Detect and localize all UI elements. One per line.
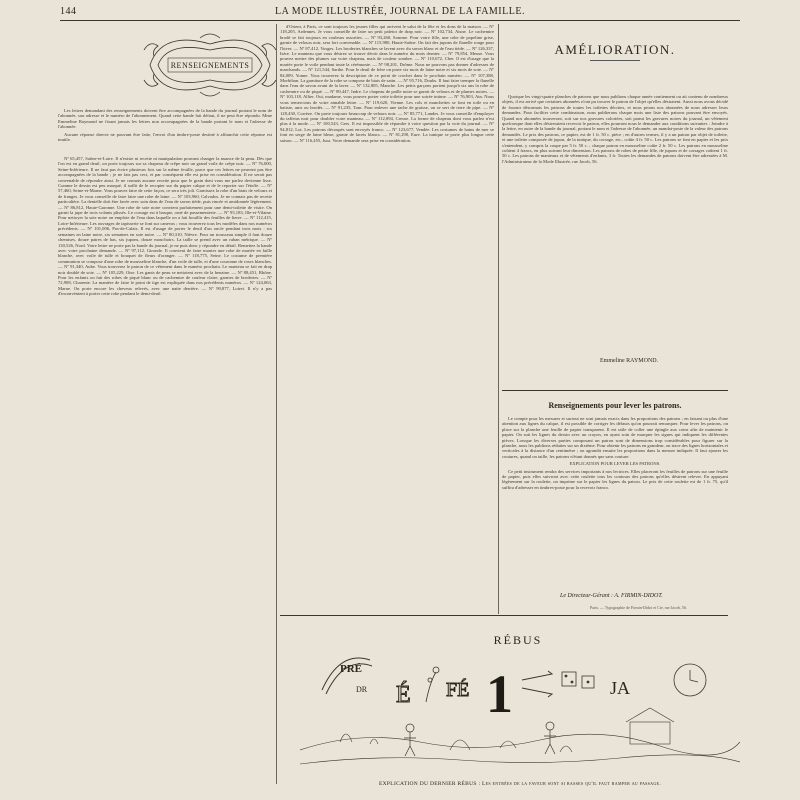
rebus-title: RÉBUS [493, 633, 543, 647]
renseignements-banner [140, 30, 280, 100]
intro-text: Les lettres demandant des renseignements doivent être accompagnées de la bande du journal portant le nom de l'abonnée, son adresse et le numéro de l'abonnement. Quand cette bande fait défaut, il ne peut être répondu. Mme Emmeline Raymond ne fixant jamais les lettres non accompagnées de la bande portant le nom et l'adresse de l'abonnée. [58, 108, 272, 130]
page-header [60, 6, 740, 20]
intro-note: Aucune réponse directe ne pouvant être faite, l'envoi d'un timbre-poste destiné à affranchir cette réponse est inutile. [58, 131, 272, 143]
rebus-illustration [300, 630, 740, 780]
rebus-landscape [300, 708, 740, 764]
rebus-clock [674, 664, 706, 696]
director-signature: Le Directeur-Gérant : A. FIRMIN-DIDOT. [560, 593, 663, 599]
column-divider-2 [498, 24, 499, 614]
rebus-caption-text: EXPLICATION DU DERNIER RÉBUS : Les entrées de la faveur sont si basses qu'il faut ramper au passage. [379, 781, 661, 787]
rebus-top-rule [280, 615, 728, 616]
rebus-dice [562, 672, 594, 688]
patrons-small-heading: EXPLICATION POUR LEVER LES PATRONS. [569, 461, 661, 467]
amelioration-signature: Emmeline RAYMOND. [600, 358, 659, 364]
amelioration-body [502, 94, 728, 356]
header-rule [60, 20, 740, 21]
amelioration-text: Quoique les vingt-quatre planches de patrons que nous publions chaque année contiennent ou ait contenu de nombreux objets, il est arrivé que certaines abonnées n'ont pu trouver le patron de l'objet qu'elles désiraient. Aussi nous avons décidé de fournir désormais les patrons de toutes les toilettes décrites, et nous prions nos abonnées de nous adresser leurs demandes. Pour faciliter cette combinaison, nous publierons chaque mois une liste des patrons pouvant être envoyés. Quand nos abonnées trouveront, soit sur nos gravures coloriées, soit parmi les gravures noires du journal, un vêtement quelconque dont elles désireraient recevoir le patron, elles pourront nous le demander aux conditions suivantes : Joindre à la lettre, en outre de la bande du journal, portant le nom et l'adresse de l'abonnée, un mandat-poste de la valeur des patrons demandés. Le prix des patrons, ce papier, est de 1 fr. 50 c. pièce ; en d'autres termes, il y a un patron par objet de toilette, et une toilette composée de jupon, de la tunique, du corsage, etc., coûte 4 fr. 50 c. Les patrons se font en papier et les prix s'entendent, y compris la coupe par 5 fr. 50 c. ; chaque patron en mousseline coûte 2 fr. 50 c. Les patrons en mousseline coûtent 4 francs, en plus suivant leur dimension. Les patrons de robes de petite fille, de jupons et de corsages coûtent 1 fr. 50 c. Les patrons de manteaux et de vêtements d'enfants, 3 fr. Toutes les demandes de patrons doivent être adressées à M. l'Administrateur de la Mode Illustrée, rue Jacob, 56. [502, 94, 728, 164]
renseignements-heading: RENSEIGNEMENTS [170, 61, 250, 70]
rebus-arrows [522, 671, 552, 697]
amelioration-heading: AMÉLIORATION. [554, 42, 676, 57]
rebus-letter-e1: É [396, 682, 411, 708]
rebus-figures [404, 722, 556, 756]
printer-line: Paris. — Typographie de Firmin-Didot et Cie, rue Jacob, 56. [590, 605, 687, 610]
rebus-flower-sprig [426, 667, 439, 702]
rebus-big-one: 1 [486, 664, 513, 724]
renseignements-intro [58, 108, 272, 154]
patrons-body [502, 416, 728, 576]
renseignements-column-1 [58, 156, 272, 784]
rebus-letters-dr: DR [356, 685, 368, 694]
page-number: 144 [60, 6, 77, 17]
column-2-text: d'Orient, à Paris, ce sont toujours les jeunes filles qui arrivent le salut de la fête et les dons de la maison. — Nº 118,205, Ardennes. Je vous conseille de faire un petit paletot de drap noir. — Nº 102,734, Aisne. Le cachemire brodé se fait toujours en couleurs assorties. — Nº 93,260, Somme. Pour votre fille, une robe de popeline grise, garnie de velours noir, sera fort convenable. — Nº 115,980, Haute-Saône. On fait des jupons de flanelle rouge pour l'hiver. — Nº 87,412, Vosges. Les broderies blanches se lavent avec du savon blanc et de l'eau tiède. — Nº 126,337, Isère. Le manteau que vous désirez se trouve décrit dans le numéro du mois dernier. — Nº 79,854, Meuse. Vous pouvez mettre des plumes sur votre chapeau, mais de couleur sombre. — Nº 110,672, Cher. Il est d'usage que la mariée porte le voile pendant toute la cérémonie. — Nº 98,201, Drôme. Nous ne pouvons pas donner d'adresses de marchands. — Nº 121,544, Sarthe. Pour le deuil de frère on porte six mois de laine noire et six mois de soie. — Nº 84,009, Yonne. Vous trouverez la description de ce point de crochet dans le prochain numéro. — Nº 107,388, Morbihan. La garniture de la robe se compose de biais de satin. — Nº 95,716, Doubs. Il faut faire tremper la flanelle dans l'eau de savon avant de la laver. — Nº 132,805, Manche. Les petits garçons portent jusqu'à six ans la robe de cachemire ou de piqué. — Nº 89,447, Indre. Le chapeau de paille noire se garnit de velours et de plumes noires. — Nº 103,118, Allier. Oui, madame, vous pouvez porter cette toilette pour une soirée intime. — Nº 76,903, Ain. Nous vous remercions de votre aimable lettre. — Nº 119,620, Vienne. Les cols et manchettes se font en toile ou en batiste, unis ou brodés. — Nº 91,235, Tarn. Pour enlever une tache de graisse, on se sert de terre de pipe. — Nº 128,430, Corrèze. On porte toujours beaucoup de velours noir. — Nº 85,771, Landes. Je vous conseille d'employer du taffetas noir pour doubler votre manteau. — Nº 112,094, Creuse. La forme de chapeau dont vous parlez n'est plus à la mode. — Nº 100,543, Gers. Il est impossible de répondre à votre question par la voie du journal. — Nº 94,812, Lot. Les patrons découpés sont envoyés franco. — Nº 123,677, Vendée. Les costumes de bains de mer se font en serge de laine bleue, garnie de lacets blancs. — Nº 81,290, Eure. La tunique se porte plus longue cette saison. — Nº 116,455, Jura. Votre demande sera prise en considération. [280, 24, 494, 143]
rebus-caption [300, 781, 740, 787]
renseignements-column-2 [280, 24, 494, 614]
amelioration-underline [590, 60, 640, 61]
section-rule [502, 390, 728, 391]
column-1-text: Nº 65,457, Saône-et-Loire. Il n'existe ni recette ni manipulation pouvant changer la nuance de la peau. Dès que l'on est en grand deuil, on porte toujours sur sa chapeau de crêpe noir un grand voile de crêpe noir. — Nº 76,000, Seine-Inférieure. Il ne faut pas écrire plusieurs fois sur la même feuille, parce que ces lettres ne peuvent pas être accompagnées de la bande ; je ne fais pas ceci, et par conséquent elle est prise en considération. Il ne serait pas convenable de répondre ainsi. Je ne connais aucune recette pour que le grain dont vous me parlez devienne lisse. Comme le dessin est peu marqué, il suffit de le recopier sur du papier calque et de le reporter sur l'étoffe. — Nº 57,460, Seine-et-Marne. Vous pouvez faire de cette façon, ce sera très joli. Garnissez la robe d'un biais de velours et de franges. Je vous conseille de faire faire une robe de laine. — Nº 103,960, Calvados. Je ne connais pas de recette particulière. La dentelle doit être lavée avec soin dans de l'eau de savon tiède, puis rincée et amidonnée légèrement. — Nº 86,812, Haute-Garonne. Une robe de soie noire convient parfaitement pour une demi-toilette de visite. On garnit la jupe de trois volants plissés. Le corsage est à basque, orné de passementerie. — Nº 95,183, Ille-et-Vilaine. Pour nettoyer la soie noire on emploie de l'eau dans laquelle on a fait bouillir des feuilles de lierre. — Nº 112,415, Loire-Inférieure. Les ouvrages de tapisserie se font sur canevas ; vous trouverez tous les modèles dans nos numéros précédents. — Nº 101,006, Pas-de-Calais. Il est d'usage de porter le deuil d'un oncle pendant trois mois : six semaines en laine noire, six semaines en soie noire. — Nº 80,310, Nièvre. Pour un trousseau simple il faut douze chemises, douze paires de bas, six jupons, douze mouchoirs. La taille se prend avec un ruban métrique. — Nº 130,526, Nord. Votre lettre ne porte pas la bande du journal, je ne puis donc y répondre en détail. Remettez la bande avec votre prochaine demande. — Nº 97,112, Gironde. Il convient de faire monter une robe de mariée en faille blanche, avec voile de tulle et bouquet de fleurs d'oranger. — Nº 118,775, Seine. Le costume de première communion se compose d'une robe de mousseline blanche, d'un voile de tulle, et d'une couronne de roses blanches. — Nº 91,340, Aube. Vous trouverez le patron de ce vêtement dans le numéro prochain. Le manteau se fait en drap noir doublé de soie. — Nº 105,229, Oise. Les gants de peau se nettoient avec de la benzine. — Nº 88,451, Rhône. Pour les enfants on fait des robes de piqué blanc ou de cachemire de couleur claire, garnies de broderies. — Nº 72,908, Charente. La manière de faire le point de tige est expliquée dans nos précédents numéros. — Nº 124,063, Marne. On porte encore les cheveux relevés, avec une natte derrière. — Nº 99,877, Loiret. Il n'y a pas d'inconvénient à porter cette robe pendant le demi-deuil. [58, 156, 272, 297]
rebus-letters-fe: FÉ [446, 679, 470, 701]
rebus-letters-ja: JA [610, 678, 631, 698]
journal-title: LA MODE ILLUSTRÉE, JOURNAL DE LA FAMILLE. [275, 6, 525, 17]
column-divider-1 [276, 24, 277, 784]
patrons-small-text: Ce petit instrument rendra des services importants à nos lectrices. Elles placeront les feuilles de patrons sur une feuille de papier, puis elles suivront avec cette roulette tous les contours des patrons qu'elles désirent relever. En appuyant légèrement sur la roulette, on imprime sur le papier les lignes du patron. Le prix de cette roulette est de 1 fr. 75, qu'il suffira d'adresser en timbres-poste pour la recevoir franco. [502, 468, 728, 490]
patrons-text: Le compte pour les mesures et surtout ne sont jamais exacts dans les proportions des patrons ; en faisant ou plus d'une attention aux lignes du calque, il est possible de corriger les défauts qu'on pourrait remarquer. Pour lever les patrons, on place sur la planche une feuille de papier transparent. Il est utile de coller une épingle aux coins afin de maintenir le papier. On suit les lignes du dessin avec un crayon, en ayant soin de marquer les signes qui indiquent les différentes pièces. Lorsque les diverses parties composant un patron sont de dimensions trop considérables pour figurer sur la planche, nous les publions réduites sur un dixième. Pour obtenir les patrons en grandeur, on trace des lignes horizontales et verticales à la distance d'un centimètre ; on agrandit ensuite les proportions dans la mesure indiquée. Il faut ajouter les coutures, quand on taille, les patrons n'étant donnés que sans couture. [502, 416, 728, 459]
rebus-letters-pre: PRÉ [340, 663, 362, 675]
patrons-heading: Renseignements pour lever les patrons. [548, 401, 682, 410]
